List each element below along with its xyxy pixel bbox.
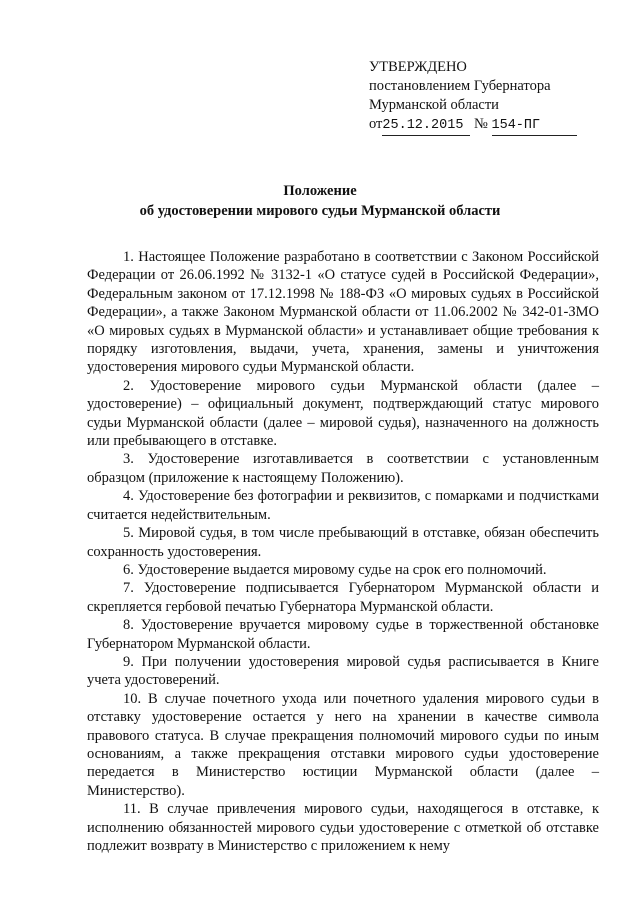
paragraph-3: 3. Удостоверение изготавливается в соответствии с установленным образцом (приложение к настоящему Положению). bbox=[87, 451, 599, 486]
paragraph-1: 1. Настоящее Положение разработано в соответствии с Законом Российской Федерации от 26.06.1992 № 3132-1 «О статусе судей в Российской Федерации», Федеральным законом от 17.12.1998 № 188-ФЗ «О мировых судьях в Российской Федерации», а также Законом Мурманской области от 11.06.2002 № 342-01-ЗМО «О мировых судьях в Мурманской области» и устанавливает общие требования к порядку изготовления, выдачи, учета, хранения, замены и уничтожения удостоверения мирового судьи Мурманской области. bbox=[87, 249, 599, 376]
paragraph-8: 8. Удостоверение вручается мировому судье в торжественной обстановке Губернатором Мурманской области. bbox=[87, 617, 599, 652]
approval-number: 154-ПГ bbox=[492, 116, 577, 136]
document-body bbox=[87, 248, 599, 855]
number-prefix: № bbox=[474, 116, 488, 132]
document-subtitle: об удостоверении мирового судьи Мурманской области bbox=[139, 203, 501, 219]
document-title: Положение bbox=[283, 183, 357, 199]
paragraph-2: 2. Удостоверение мирового судьи Мурманской области (далее – удостоверение) – официальный документ, подтверждающий статус мирового судьи Мурманской области (далее – мировой судья), назначенного на должность или пребывающего в отставке. bbox=[87, 377, 599, 450]
date-prefix: от bbox=[369, 116, 383, 132]
approval-line-2: Мурманской области bbox=[369, 97, 499, 113]
approval-date-line bbox=[369, 115, 609, 136]
paragraph-6: 6. Удостоверение выдается мировому судье на срок его полномочий. bbox=[123, 561, 547, 578]
paragraph-9: 9. При получении удостоверения мировой судья расписывается в Книге учета удостоверений. bbox=[87, 653, 599, 689]
approval-date: 25.12.2015 bbox=[382, 116, 470, 136]
approval-stamp bbox=[369, 58, 609, 136]
paragraph-5: 5. Мировой судья, в том числе пребывающий в отставке, обязан обеспечить сохранность удостоверения. bbox=[87, 525, 599, 560]
paragraph-4: 4. Удостоверение без фотографии и реквизитов, с помарками и подчистками считается недействительным. bbox=[87, 488, 599, 523]
approval-line-1: постановлением Губернатора bbox=[369, 78, 551, 94]
paragraph-7: 7. Удостоверение подписывается Губернатором Мурманской области и скрепляется гербовой печатью Губернатора Мурманской области. bbox=[87, 580, 599, 615]
paragraph-11: 11. В случае привлечения мирового судьи, находящегося в отставке, к исполнению обязанностей мирового судьи удостоверение с отметкой об отставке подлежит возврату в Министерство с приложением к нему bbox=[87, 801, 599, 854]
approval-heading: УТВЕРЖДЕНО bbox=[369, 59, 467, 75]
paragraph-10: 10. В случае почетного ухода или почетного удаления мирового судьи в отставку удостоверение остается у него на хранении в качестве символа правового статуса. В случае прекращения полномочий мирового судьи по иным основаниям, а также прекращения отставки мирового судьи удостоверение передается в Министерство юстиции Мурманской области (далее – Министерство). bbox=[87, 690, 599, 799]
